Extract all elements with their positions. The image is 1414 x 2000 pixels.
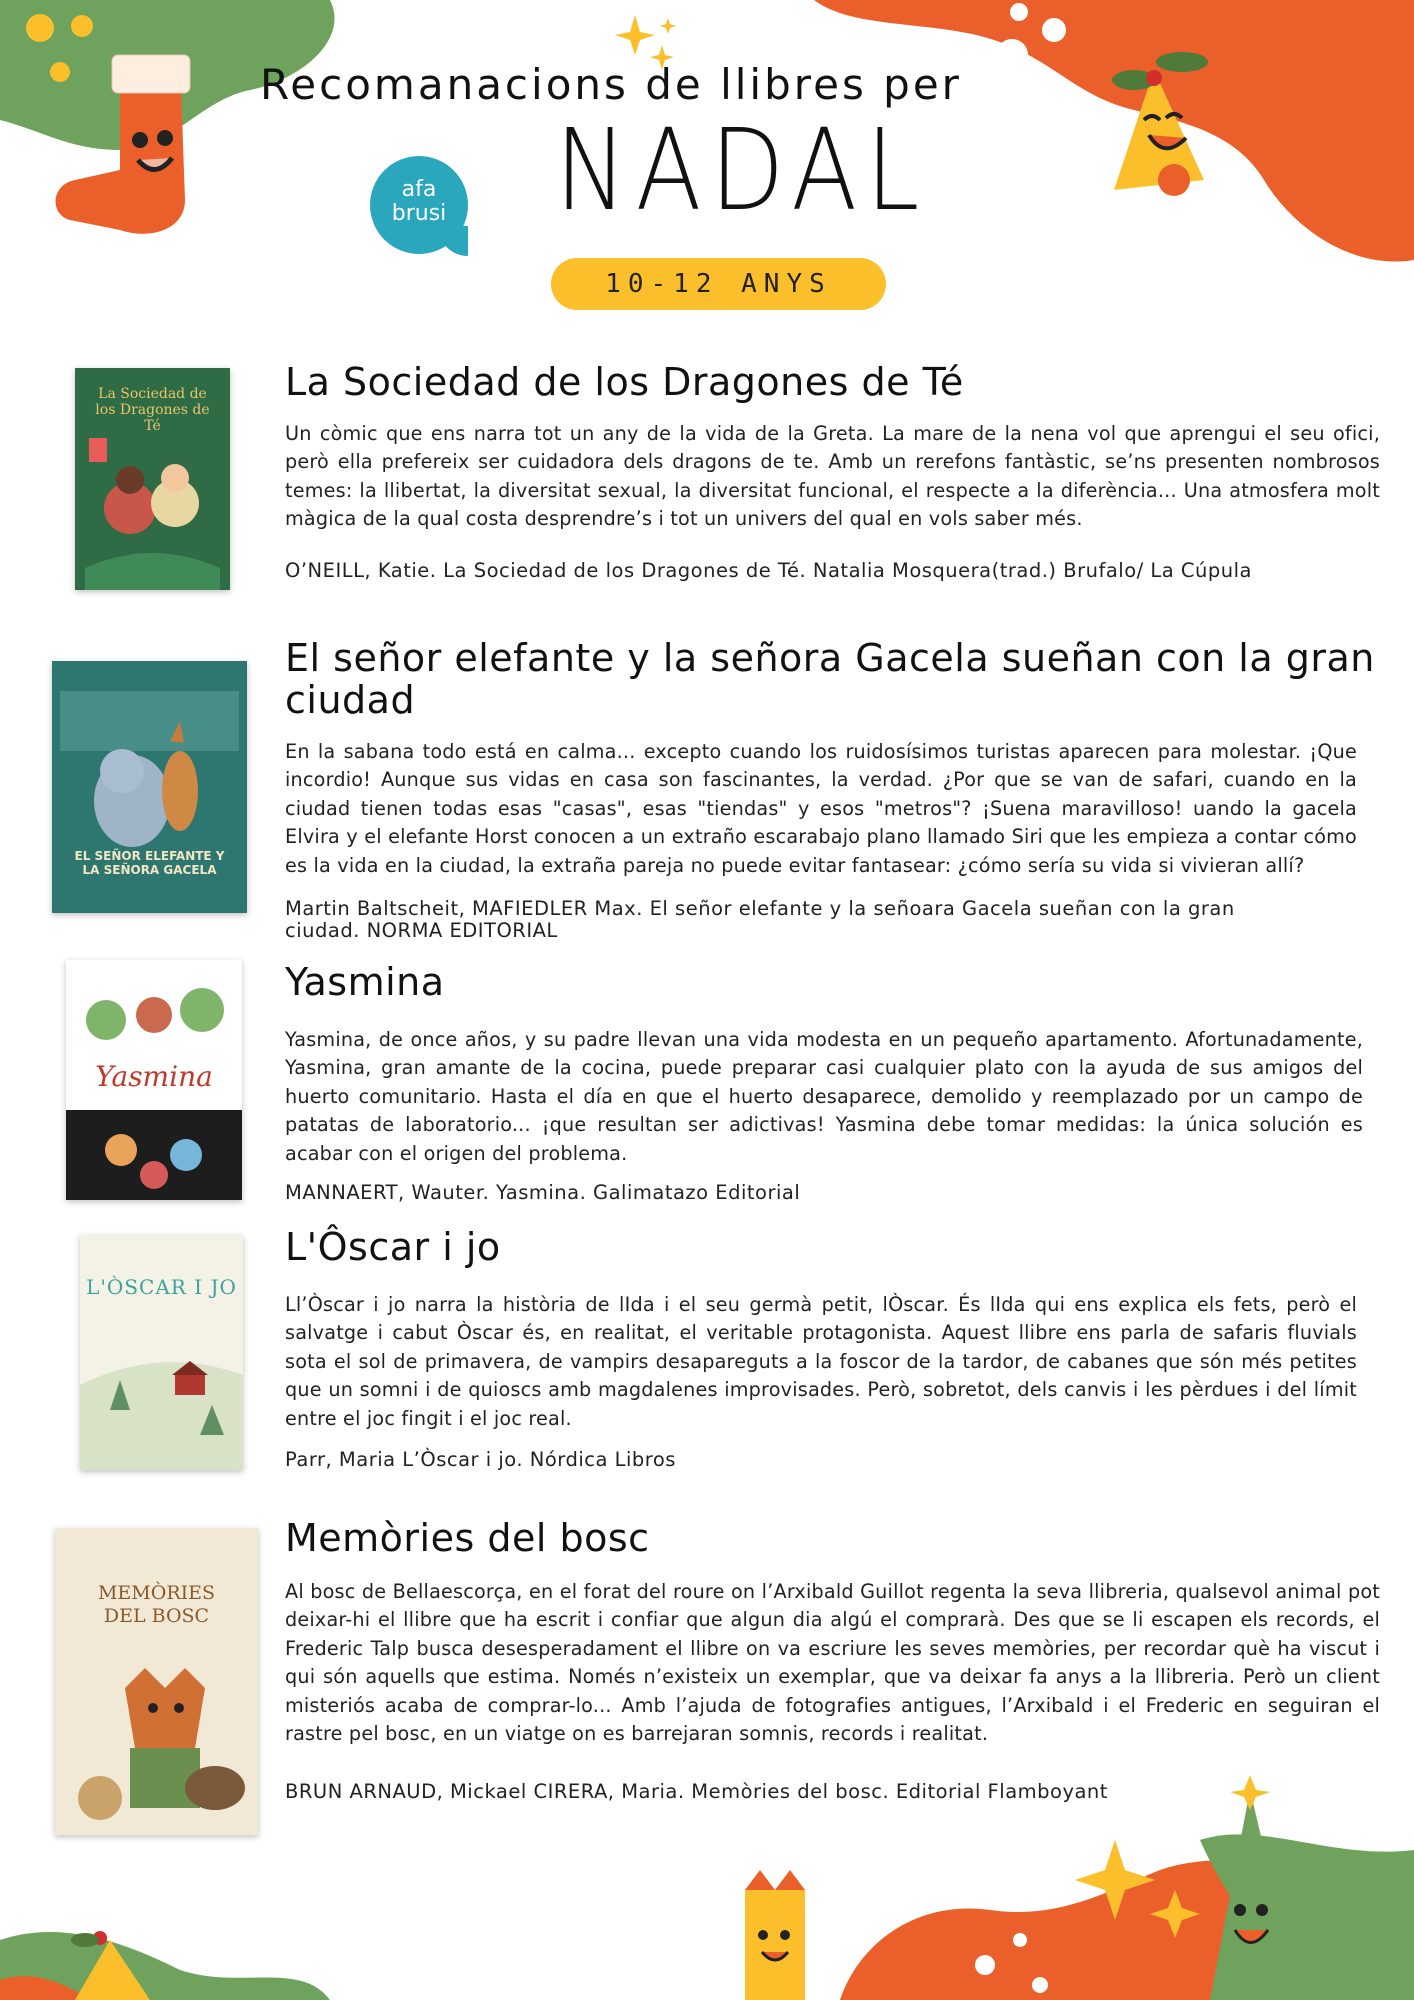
book-description-5: Al bosc de Bellaescorça, en el forat del roure on l’Arxibald Guillot regenta la seva llibreria, qualsevol animal pot deixar-hi el llibre que ha escrit i confiar que algun dia algú el comprarà. Des que se li escapen els records, el Frederic Talp busca desesperadament el llibre on va escriure les seves memòries, per recordar què ha viscut i qui són aquells que estima. Només n’existeix un exemplar, que va deixar fa anys a la llibreria. Però un client misteriós acaba de comprar-lo... Amb l’ajuda de fotografies antigues, l’Arxibald i el Frederic en seguiran el rastre pel bosc, en un viatge on es barrejaran somnis, records i realitat. (285, 1579, 1380, 1746)
book-entry-3 (285, 962, 1380, 1204)
book-title-4: L'Ôscar i jo (285, 1225, 501, 1269)
book-description-4: Ll’Òscar i jo narra la història de lIda i el seu germà petit, lÒscar. És lIda qui ens explica els fets, però el salvatge i cabut Òscar és, en realitat, el veritable protagonista. Aquest llibre ens parla de safaris fluvials sota el sol de primavera, de vampirs desapareguts a la foscor de la tardor, de cabanes que són més petites que un somni i de quioscs amb magdalenes improvisades. Però, sobretot, dels canvis i les pèrdues i del límit entre el joc fingit i el joc real. (285, 1292, 1357, 1430)
book-cover-4 (80, 1235, 243, 1470)
book-cover-2 (52, 661, 247, 913)
book-cover-3 (66, 960, 242, 1200)
book-description-2: En la sabana todo está en calma... excepto cuando los ruidosísimos turistas aparecen para molestar. ¡Que incordio! Aunque sus vidas en casa son fascinantes, la verdad. ¿Por que se van de safari, cuando en la ciudad tienen todas esas "casas", esas "tiendas" y esos "metros"? ¡Suena maravilloso! uando la gacela Elvira y el elefante Horst conocen a un extraño escarabajo plano llamado Siri que les empieza a contar cómo es la vida en la ciudad, la extraña pareja no puede evitar fantasear: ¿cómo sería su vida si vivieran allí? (285, 739, 1357, 877)
gift-icon (745, 1870, 805, 2000)
book-entry-4 (285, 1227, 1380, 1471)
book-entry-5 (285, 1518, 1380, 1803)
book-cover-1 (75, 368, 230, 590)
book-title-3: Yasmina (285, 960, 445, 1004)
cover-illustration-4 (80, 1235, 243, 1470)
cover-title-1: La Sociedad de los Dragones de Té (95, 386, 210, 434)
logo-line2: brusi (391, 201, 447, 226)
book-description-3: Yasmina, de once años, y su padre llevan una vida modesta en un pequeño apartamento. Afortunadamente, Yasmina, gran amante de la cocina, puede preparar casi cualquier plato con la ayuda de sus amigos del huerto comunitario. Hasta el día en que el huerto desaparece, demolido y reemplazado por un campo de patatas de laboratorio... ¡que resultan ser adictivas! Yasmina debe tomar medidas: la única solución es acabar con el origen del problema. (285, 1027, 1363, 1165)
book-reference-3: MANNAERT, Wauter. Yasmina. Galimatazo Editorial (285, 1181, 801, 1205)
book-entry-1 (285, 362, 1380, 582)
cover-title-2: EL SEÑOR ELEFANTE Y LA SEÑORA GACELA (74, 849, 225, 877)
book-cover-5 (55, 1528, 258, 1835)
book-reference-4: Parr, Maria L’Òscar i jo. Nórdica Libros (285, 1448, 676, 1472)
cover-title-5: MEMÒRIES DEL BOSC (97, 1582, 216, 1627)
book-title-2: El señor elefante y la señora Gacela sueñan con la gran ciudad (285, 636, 1375, 722)
page-title: NADAL (555, 106, 928, 236)
cover-illustration-1 (75, 368, 230, 590)
book-entry-2 (285, 638, 1380, 942)
afa-brusi-logo (370, 156, 468, 254)
book-reference-5: BRUN ARNAUD, Mickael CIRERA, Maria. Memòries del bosc. Editorial Flamboyant (285, 1779, 1108, 1803)
age-range-badge: 10-12 ANYS (551, 258, 886, 310)
cover-illustration-5 (55, 1528, 258, 1835)
cover-title-4: L'ÒSCAR I JO (86, 1275, 237, 1299)
book-title-5: Memòries del bosc (285, 1516, 650, 1560)
logo-line1: afa (401, 177, 437, 202)
book-title-1: La Sociedad de los Dragones de Té (285, 360, 964, 404)
top-left-decoration (0, 0, 360, 260)
book-description-1: Un còmic que ens narra tot un any de la vida de la Greta. La mare de la nena vol que aprengui el seu ofici, però ella prefereix ser cuidadora dels dragons de te. Amb un rerefons fantàstic, se’ns presenten nombrosos temes: la llibertat, la diversitat sexual, la diversitat funcional, el respecte a la diferència... Una atmosfera molt màgica de la qual costa desprendre’s i tot un univers del qual en vols saber més. (285, 421, 1380, 531)
header-subtitle: Recomanacions de llibres per (260, 60, 962, 109)
book-reference-1: O’NEILL, Katie. La Sociedad de los Dragones de Té. Natalia Mosquera(trad.) Brufalo/ La Cúpula (285, 558, 1252, 582)
cover-title-3: Yasmina (95, 1060, 213, 1093)
book-reference-2: Martin Baltscheit, MAFIEDLER Max. El señor elefante y la señoara Gacela sueñan con la gran ciudad. NORMA EDITORIAL (285, 897, 1235, 943)
